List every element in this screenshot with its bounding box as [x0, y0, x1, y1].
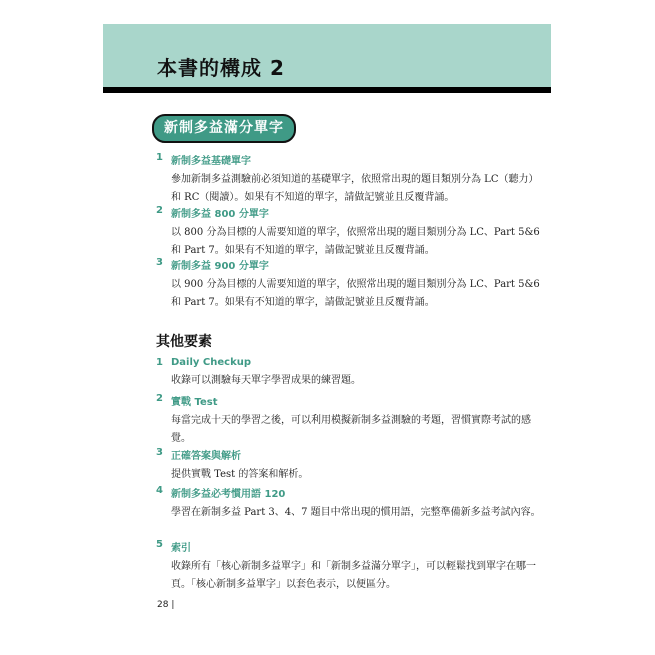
item-number: 5 [156, 539, 163, 550]
item-heading: 實戰 Test [171, 397, 218, 408]
header-rule [103, 87, 551, 93]
item-heading: 索引 [171, 543, 191, 554]
item-heading: 新制多益基礎單字 [171, 156, 251, 167]
item-heading: 新制多益 900 分單字 [171, 261, 269, 272]
item-body: 以 800 分為目標的人需要知道的單字，依照常出現的題目類別分為 LC、Part 5&6 和 Part 7。如果有不知道的單字，請做記號並且反覆背誦。 [171, 227, 540, 256]
item-body: 提供實戰 Test 的答案和解析。 [171, 469, 309, 480]
list-item [156, 205, 546, 260]
item-number: 1 [156, 357, 163, 368]
item-number: 2 [156, 205, 163, 216]
item-number: 1 [156, 152, 163, 163]
item-number: 2 [156, 393, 163, 404]
page-number: 28 | [157, 600, 175, 610]
section-title: 其他要素 [156, 334, 212, 350]
item-body: 收錄所有「核心新制多益單字」和「新制多益滿分單字」，可以輕鬆找到單字在哪一頁。「核心新制多益單字」以套色表示，以便區分。 [171, 561, 536, 590]
list-item [156, 485, 546, 522]
item-body: 以 900 分為目標的人需要知道的單字，依照常出現的題目類別分為 LC、Part 5&6 和 Part 7。如果有不知道的單字，請做記號並且反覆背誦。 [171, 279, 540, 308]
list-item [156, 393, 546, 448]
item-number: 4 [156, 485, 163, 496]
page-title: 本書的構成 2 [157, 56, 285, 80]
item-body: 收錄可以測驗每天單字學習成果的練習題。 [171, 375, 361, 386]
list-item [156, 357, 546, 390]
list-item [156, 447, 546, 484]
item-body: 參加新制多益測驗前必須知道的基礎單字，依照常出現的題目類別分為 LC（聽力）和 RC（閱讀）。如果有不知道的單字，請做記號並且反覆背誦。 [171, 174, 539, 203]
item-heading: 新制多益 800 分單字 [171, 209, 269, 220]
item-number: 3 [156, 257, 163, 268]
section-pill-title: 新制多益滿分單字 [152, 114, 296, 143]
item-body: 學習在新制多益 Part 3、4、7 題目中常出現的慣用語，完整準備新多益考試內容。 [171, 507, 541, 518]
item-heading: Daily Checkup [171, 357, 251, 368]
item-number: 3 [156, 447, 163, 458]
item-heading: 新制多益必考慣用語 120 [171, 489, 286, 500]
list-item [156, 257, 546, 312]
item-heading: 正確答案與解析 [171, 451, 241, 462]
list-item [156, 539, 546, 594]
item-body: 每當完成十天的學習之後，可以利用模擬新制多益測驗的考題，習慣實際考試的感覺。 [171, 415, 531, 444]
list-item [156, 152, 546, 207]
